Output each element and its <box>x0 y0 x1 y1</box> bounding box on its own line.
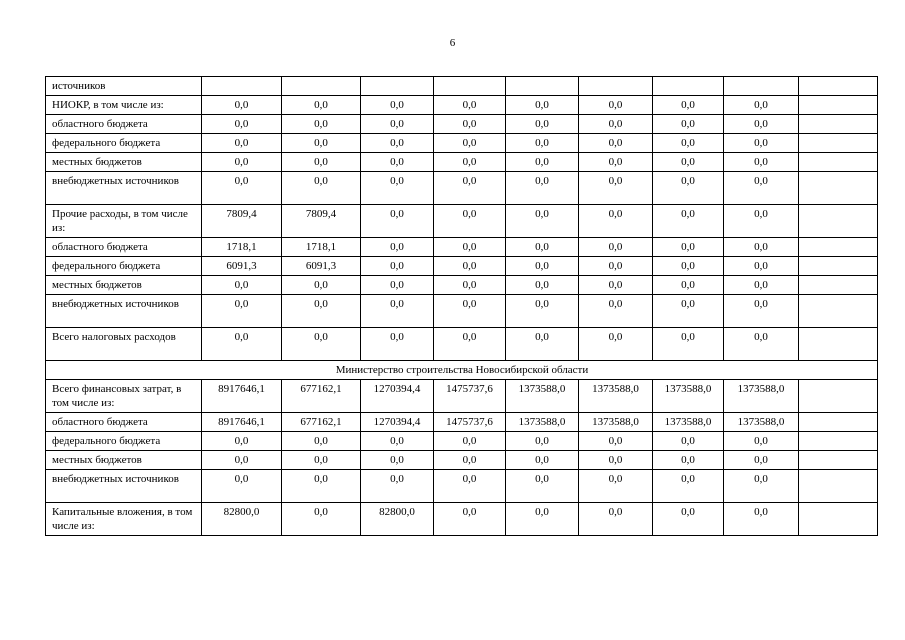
table-row <box>46 380 878 413</box>
value-cell: 0,0 <box>434 257 506 276</box>
value-cell: 0,0 <box>202 432 282 451</box>
table-row <box>46 96 878 115</box>
value-cell: 0,0 <box>361 153 434 172</box>
row-label: Прочие расходы, в том числе из: <box>46 205 202 238</box>
value-cell: 0,0 <box>653 134 724 153</box>
value-cell <box>799 96 878 115</box>
value-cell: 0,0 <box>361 115 434 134</box>
value-cell <box>799 77 878 96</box>
value-cell: 0,0 <box>579 115 653 134</box>
table-row <box>46 295 878 328</box>
value-cell <box>434 77 506 96</box>
value-cell: 82800,0 <box>202 503 282 536</box>
value-cell: 0,0 <box>202 328 282 361</box>
table-body <box>46 77 878 536</box>
value-cell <box>202 77 282 96</box>
value-cell: 0,0 <box>653 205 724 238</box>
value-cell <box>799 295 878 328</box>
value-cell: 1373588,0 <box>506 413 579 432</box>
table-row <box>46 328 878 361</box>
value-cell: 1270394,4 <box>361 413 434 432</box>
value-cell: 0,0 <box>724 153 799 172</box>
section-title: Министерство строительства Новосибирской области <box>46 361 878 380</box>
value-cell: 0,0 <box>434 451 506 470</box>
value-cell: 0,0 <box>202 115 282 134</box>
row-label: федерального бюджета <box>46 432 202 451</box>
row-label: Капитальные вложения, в том числе из: <box>46 503 202 536</box>
value-cell: 0,0 <box>506 432 579 451</box>
value-cell: 1373588,0 <box>579 413 653 432</box>
value-cell: 0,0 <box>202 470 282 503</box>
value-cell: 0,0 <box>579 96 653 115</box>
value-cell: 0,0 <box>579 470 653 503</box>
value-cell: 1373588,0 <box>506 380 579 413</box>
value-cell: 0,0 <box>282 96 361 115</box>
table-row <box>46 238 878 257</box>
value-cell: 0,0 <box>506 172 579 205</box>
value-cell: 0,0 <box>724 238 799 257</box>
value-cell: 1373588,0 <box>724 380 799 413</box>
table-row <box>46 134 878 153</box>
value-cell: 6091,3 <box>282 257 361 276</box>
value-cell: 0,0 <box>361 96 434 115</box>
value-cell: 0,0 <box>579 172 653 205</box>
value-cell: 0,0 <box>282 172 361 205</box>
table-row <box>46 413 878 432</box>
value-cell <box>506 77 579 96</box>
value-cell: 7809,4 <box>202 205 282 238</box>
value-cell: 0,0 <box>724 470 799 503</box>
value-cell: 0,0 <box>434 153 506 172</box>
value-cell: 1718,1 <box>282 238 361 257</box>
value-cell: 6091,3 <box>202 257 282 276</box>
value-cell <box>361 77 434 96</box>
value-cell: 0,0 <box>434 470 506 503</box>
value-cell: 0,0 <box>282 276 361 295</box>
value-cell: 0,0 <box>202 96 282 115</box>
row-label: НИОКР, в том числе из: <box>46 96 202 115</box>
row-label: местных бюджетов <box>46 276 202 295</box>
value-cell: 0,0 <box>653 257 724 276</box>
value-cell: 0,0 <box>579 328 653 361</box>
financing-table <box>45 76 878 536</box>
value-cell: 0,0 <box>653 328 724 361</box>
value-cell: 0,0 <box>653 172 724 205</box>
value-cell: 0,0 <box>506 295 579 328</box>
value-cell: 0,0 <box>434 238 506 257</box>
value-cell: 0,0 <box>361 238 434 257</box>
value-cell <box>724 77 799 96</box>
value-cell: 0,0 <box>361 205 434 238</box>
value-cell: 0,0 <box>361 276 434 295</box>
value-cell <box>799 451 878 470</box>
value-cell: 0,0 <box>653 153 724 172</box>
value-cell: 0,0 <box>282 115 361 134</box>
value-cell: 0,0 <box>361 432 434 451</box>
value-cell: 0,0 <box>282 470 361 503</box>
value-cell: 677162,1 <box>282 413 361 432</box>
value-cell: 0,0 <box>724 96 799 115</box>
table-row <box>46 257 878 276</box>
value-cell: 0,0 <box>282 134 361 153</box>
row-label: источников <box>46 77 202 96</box>
value-cell: 0,0 <box>282 503 361 536</box>
value-cell: 0,0 <box>434 115 506 134</box>
value-cell: 82800,0 <box>361 503 434 536</box>
value-cell: 0,0 <box>361 295 434 328</box>
table-row <box>46 470 878 503</box>
value-cell: 0,0 <box>724 276 799 295</box>
value-cell: 1373588,0 <box>653 380 724 413</box>
value-cell: 0,0 <box>434 134 506 153</box>
value-cell: 8917646,1 <box>202 413 282 432</box>
value-cell: 0,0 <box>282 432 361 451</box>
value-cell: 0,0 <box>202 153 282 172</box>
value-cell: 0,0 <box>282 328 361 361</box>
value-cell: 0,0 <box>579 295 653 328</box>
value-cell: 0,0 <box>282 451 361 470</box>
row-label: федерального бюджета <box>46 134 202 153</box>
value-cell: 0,0 <box>579 257 653 276</box>
value-cell: 0,0 <box>361 328 434 361</box>
value-cell: 1475737,6 <box>434 380 506 413</box>
value-cell: 0,0 <box>434 295 506 328</box>
value-cell: 677162,1 <box>282 380 361 413</box>
value-cell <box>799 503 878 536</box>
value-cell: 0,0 <box>506 451 579 470</box>
table-row <box>46 205 878 238</box>
value-cell: 0,0 <box>506 96 579 115</box>
value-cell <box>799 115 878 134</box>
value-cell <box>799 172 878 205</box>
value-cell: 0,0 <box>282 153 361 172</box>
value-cell: 0,0 <box>724 115 799 134</box>
value-cell <box>799 205 878 238</box>
value-cell <box>799 432 878 451</box>
value-cell: 1373588,0 <box>653 413 724 432</box>
row-label: местных бюджетов <box>46 153 202 172</box>
value-cell: 0,0 <box>724 205 799 238</box>
value-cell: 0,0 <box>434 96 506 115</box>
table-row <box>46 77 878 96</box>
value-cell: 0,0 <box>653 451 724 470</box>
value-cell: 1475737,6 <box>434 413 506 432</box>
table-row <box>46 172 878 205</box>
value-cell: 0,0 <box>506 153 579 172</box>
value-cell: 0,0 <box>724 257 799 276</box>
value-cell <box>579 77 653 96</box>
table-row <box>46 153 878 172</box>
value-cell: 0,0 <box>724 503 799 536</box>
value-cell: 0,0 <box>653 503 724 536</box>
row-label: областного бюджета <box>46 238 202 257</box>
value-cell: 0,0 <box>361 172 434 205</box>
row-label: местных бюджетов <box>46 451 202 470</box>
value-cell: 0,0 <box>434 432 506 451</box>
value-cell: 0,0 <box>506 257 579 276</box>
value-cell: 8917646,1 <box>202 380 282 413</box>
value-cell: 0,0 <box>434 172 506 205</box>
value-cell: 1270394,4 <box>361 380 434 413</box>
row-label: внебюджетных источников <box>46 470 202 503</box>
row-label: Всего финансовых затрат, в том числе из: <box>46 380 202 413</box>
value-cell: 1373588,0 <box>579 380 653 413</box>
value-cell: 0,0 <box>506 328 579 361</box>
value-cell: 0,0 <box>724 134 799 153</box>
value-cell: 0,0 <box>506 276 579 295</box>
value-cell: 0,0 <box>202 451 282 470</box>
value-cell: 0,0 <box>579 276 653 295</box>
value-cell: 0,0 <box>361 451 434 470</box>
value-cell: 0,0 <box>202 276 282 295</box>
row-label: областного бюджета <box>46 115 202 134</box>
value-cell <box>799 153 878 172</box>
page-number: 6 <box>449 37 456 49</box>
value-cell: 0,0 <box>653 470 724 503</box>
value-cell: 1718,1 <box>202 238 282 257</box>
value-cell <box>799 134 878 153</box>
row-label: областного бюджета <box>46 413 202 432</box>
section-row <box>46 361 878 380</box>
table-row <box>46 276 878 295</box>
value-cell: 0,0 <box>202 134 282 153</box>
value-cell: 0,0 <box>579 451 653 470</box>
value-cell <box>799 328 878 361</box>
table-row <box>46 503 878 536</box>
value-cell: 0,0 <box>506 115 579 134</box>
value-cell: 1373588,0 <box>724 413 799 432</box>
value-cell <box>653 77 724 96</box>
value-cell: 0,0 <box>579 134 653 153</box>
value-cell: 0,0 <box>506 134 579 153</box>
value-cell: 0,0 <box>579 205 653 238</box>
row-label: внебюджетных источников <box>46 295 202 328</box>
value-cell: 0,0 <box>653 238 724 257</box>
value-cell: 0,0 <box>202 172 282 205</box>
value-cell: 0,0 <box>579 153 653 172</box>
row-label: федерального бюджета <box>46 257 202 276</box>
row-label: Всего налоговых расходов <box>46 328 202 361</box>
value-cell <box>282 77 361 96</box>
value-cell: 0,0 <box>506 205 579 238</box>
value-cell: 0,0 <box>653 295 724 328</box>
value-cell: 0,0 <box>724 295 799 328</box>
value-cell <box>799 257 878 276</box>
value-cell: 0,0 <box>361 257 434 276</box>
table-row <box>46 451 878 470</box>
value-cell: 0,0 <box>202 295 282 328</box>
value-cell: 0,0 <box>653 276 724 295</box>
value-cell: 7809,4 <box>282 205 361 238</box>
value-cell: 0,0 <box>579 503 653 536</box>
value-cell: 0,0 <box>724 328 799 361</box>
value-cell: 0,0 <box>506 470 579 503</box>
value-cell: 0,0 <box>579 432 653 451</box>
value-cell: 0,0 <box>506 238 579 257</box>
value-cell: 0,0 <box>506 503 579 536</box>
value-cell <box>799 238 878 257</box>
value-cell: 0,0 <box>579 238 653 257</box>
value-cell: 0,0 <box>434 276 506 295</box>
value-cell: 0,0 <box>653 96 724 115</box>
value-cell: 0,0 <box>282 295 361 328</box>
value-cell: 0,0 <box>434 503 506 536</box>
value-cell <box>799 470 878 503</box>
table-row <box>46 432 878 451</box>
value-cell: 0,0 <box>361 470 434 503</box>
value-cell: 0,0 <box>434 205 506 238</box>
value-cell: 0,0 <box>653 432 724 451</box>
value-cell: 0,0 <box>653 115 724 134</box>
row-label: внебюджетных источников <box>46 172 202 205</box>
value-cell: 0,0 <box>724 451 799 470</box>
value-cell: 0,0 <box>434 328 506 361</box>
value-cell <box>799 413 878 432</box>
value-cell: 0,0 <box>724 432 799 451</box>
value-cell: 0,0 <box>361 134 434 153</box>
value-cell <box>799 380 878 413</box>
table-row <box>46 115 878 134</box>
value-cell: 0,0 <box>724 172 799 205</box>
value-cell <box>799 276 878 295</box>
